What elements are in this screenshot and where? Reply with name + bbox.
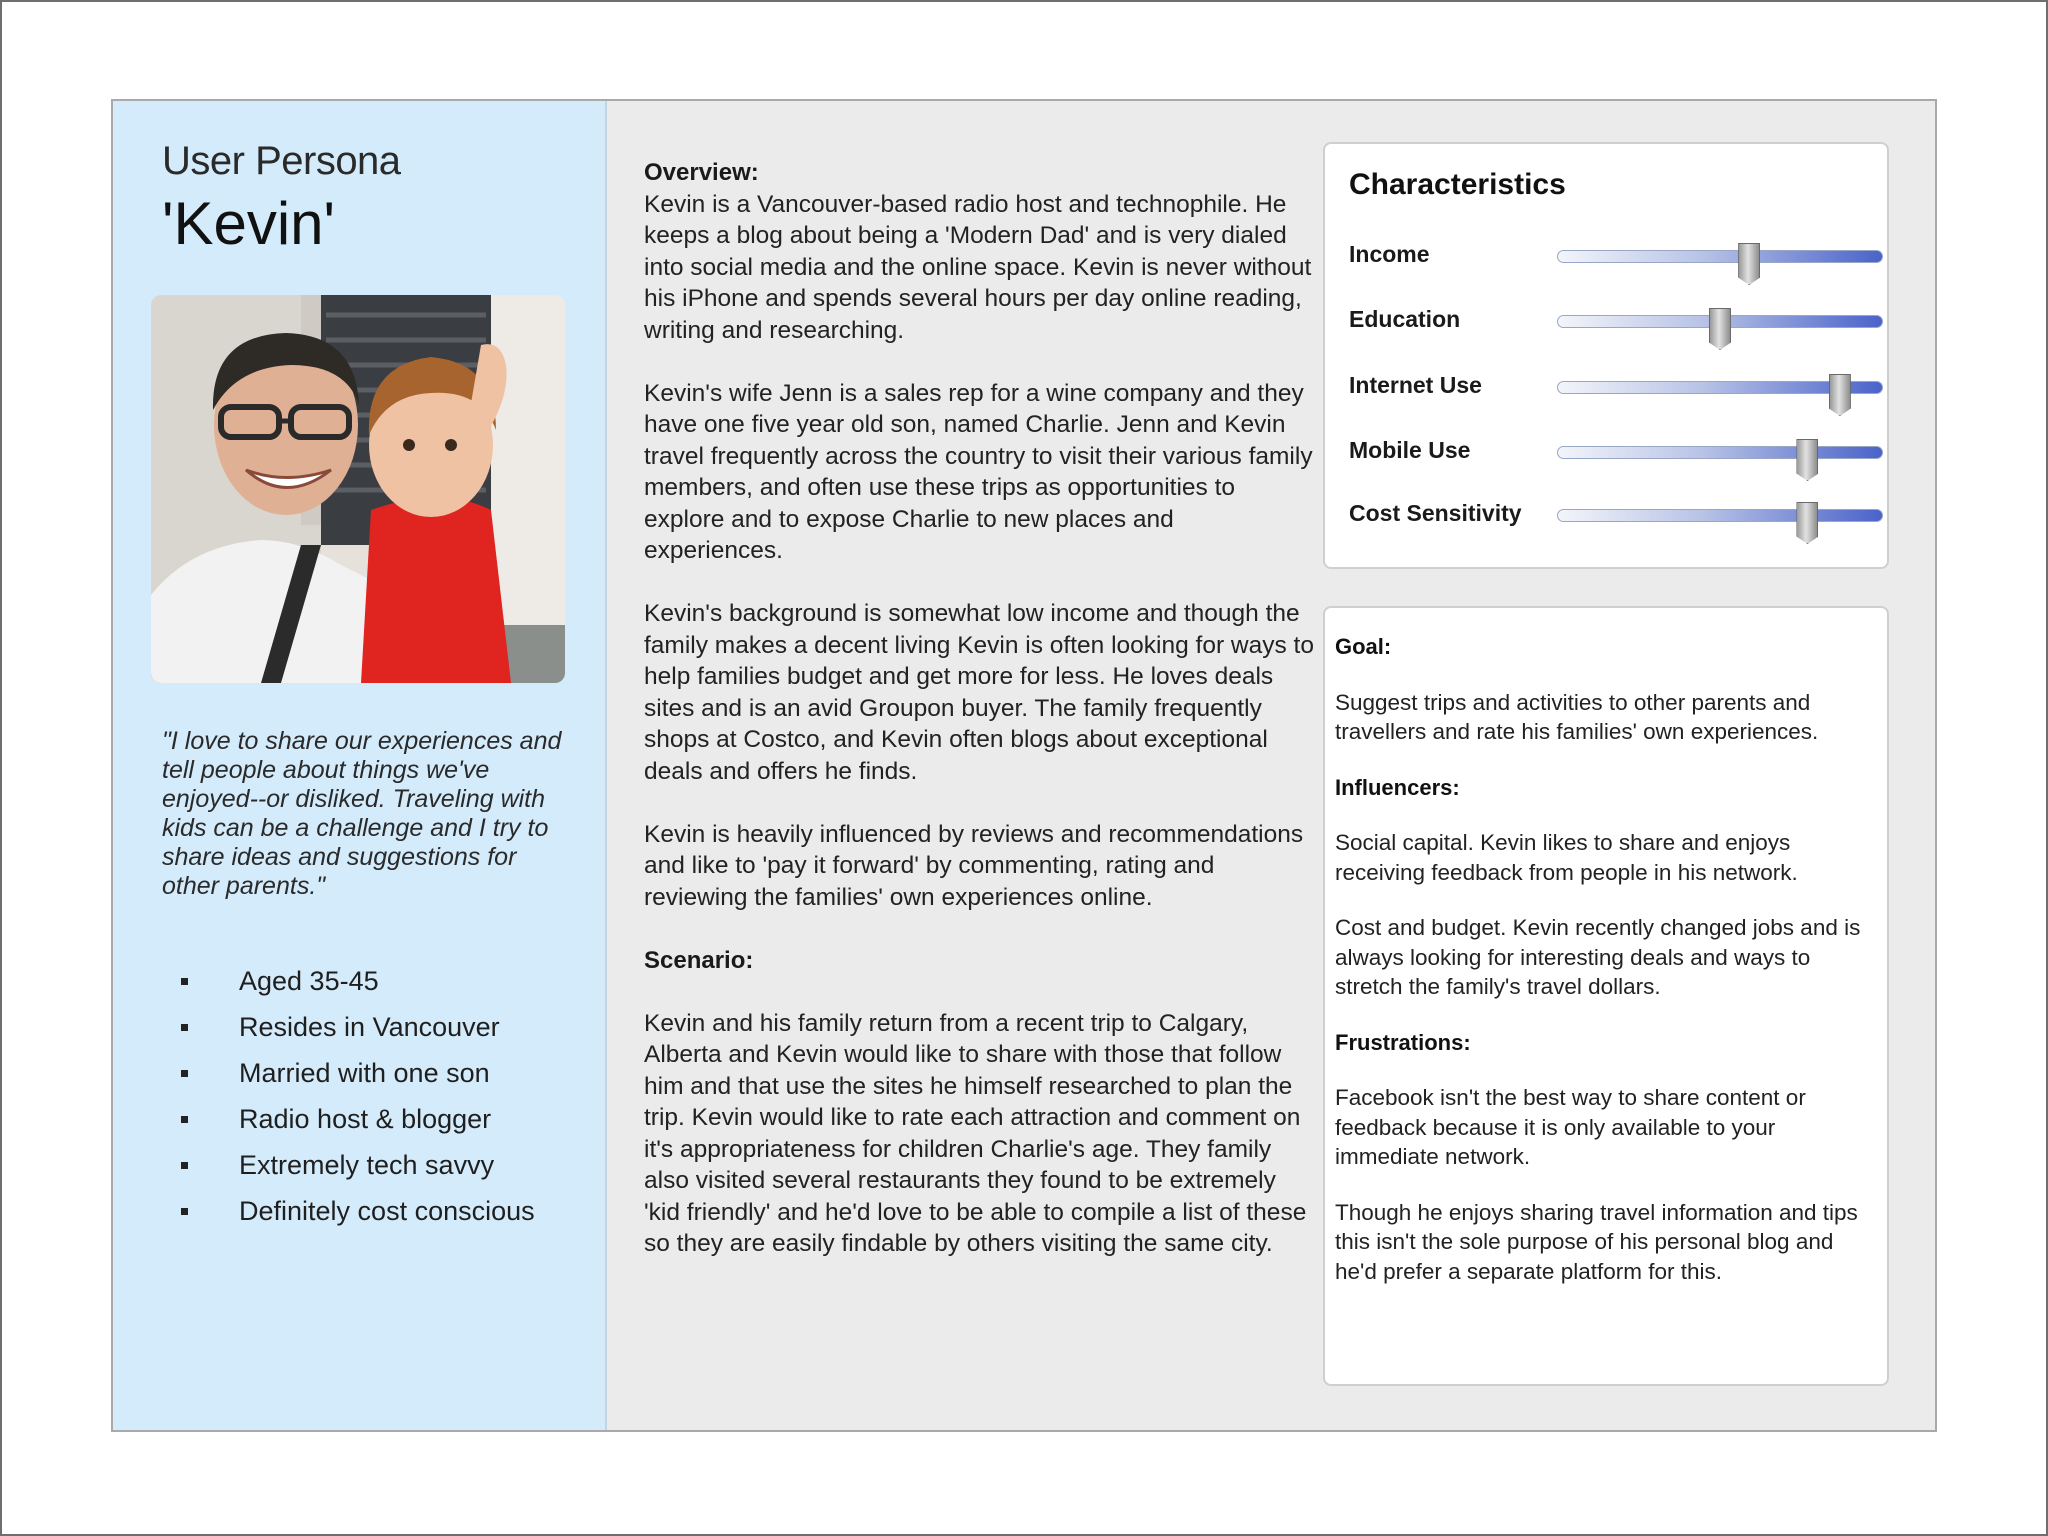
fact-item xyxy=(181,1195,535,1241)
slider-thumb[interactable] xyxy=(1829,374,1851,416)
slider-thumb[interactable] xyxy=(1738,243,1760,285)
slider-track[interactable] xyxy=(1557,381,1883,394)
persona-photo xyxy=(151,295,565,683)
overview-paragraph: Kevin is a Vancouver-based radio host and technophile. He keeps a blog about being a 'Modern Dad' and is very dialed into social media and the online space. Kevin is never without his iPhone and spends several hours per day online reading, writing and researching. xyxy=(644,190,1312,344)
persona-name: 'Kevin' xyxy=(162,190,335,257)
overview-paragraph: Kevin is heavily influenced by reviews and recommendations and like to 'pay it forward' by commenting, rating and reviewing the families' own experiences online. xyxy=(644,820,1304,911)
bullet-icon xyxy=(181,1208,188,1215)
overview-paragraph: Kevin's background is somewhat low income and though the family makes a decent living Kevin is often looking for ways to help families budget and get more for less. He loves deals sites and is an avid Groupon buyer. The family frequently shops at Costco, and Kevin often blogs about exceptional deals and offers he finds. xyxy=(644,600,1314,785)
fact-text: Definitely cost conscious xyxy=(239,1196,535,1226)
overview-paragraph: Kevin's wife Jenn is a sales rep for a wine company and they have one five year old son, named Charlie. Jenn and Kevin travel frequently across the country to visit their various family members, and often use these trips as opportunities to explore and to expose Charlie to new places and experiences. xyxy=(644,379,1313,564)
persona-sidebar xyxy=(113,101,607,1430)
slider-track[interactable] xyxy=(1557,315,1883,328)
frustration-text: Though he enjoys sharing travel information and tips this isn't the sole purpose of his personal blog and he'd prefer a separate platform for this. xyxy=(1335,1199,1858,1284)
slider-label: Internet Use xyxy=(1349,372,1482,398)
fact-item xyxy=(181,965,535,1011)
characteristics-panel xyxy=(1323,142,1889,569)
persona-label: User Persona xyxy=(162,139,401,183)
influencer-text: Social capital. Kevin likes to share and enjoys receiving feedback from people in his network. xyxy=(1335,830,1798,885)
slider-mobile-use[interactable] xyxy=(1349,432,1869,472)
bullet-icon xyxy=(181,1070,188,1077)
slider-education[interactable] xyxy=(1349,301,1869,341)
fact-text: Extremely tech savvy xyxy=(239,1150,495,1180)
goal-heading: Goal: xyxy=(1335,634,1392,659)
slider-label: Income xyxy=(1349,241,1430,267)
slider-label: Mobile Use xyxy=(1349,437,1471,463)
fact-item xyxy=(181,1103,535,1149)
fact-text: Married with one son xyxy=(239,1058,490,1088)
fact-item xyxy=(181,1011,535,1057)
slider-internet-use[interactable] xyxy=(1349,367,1869,407)
slider-income[interactable] xyxy=(1349,236,1869,276)
bullet-icon xyxy=(181,1162,188,1169)
slider-track[interactable] xyxy=(1557,446,1883,459)
frustration-text: Facebook isn't the best way to share content or feedback because it is only available to your immediate network. xyxy=(1335,1085,1806,1169)
fact-item xyxy=(181,1057,535,1103)
persona-quote: "I love to share our experiences and tell people about things we've enjoyed--or disliked. Traveling with kids can be a challenge and I try to share ideas and suggestions for other parents." xyxy=(162,727,562,900)
influencer-text: Cost and budget. Kevin recently changed jobs and is always looking for interesting deals and ways to stretch the family's travel dollars. xyxy=(1335,915,1861,999)
overview-heading: Overview: xyxy=(644,159,759,186)
slider-thumb[interactable] xyxy=(1796,502,1818,544)
slider-thumb[interactable] xyxy=(1709,308,1731,350)
fact-text: Resides in Vancouver xyxy=(239,1012,500,1042)
slider-thumb[interactable] xyxy=(1796,439,1818,481)
goals-panel xyxy=(1323,606,1889,1386)
bullet-icon xyxy=(181,978,188,985)
slider-track[interactable] xyxy=(1557,250,1883,263)
persona-card xyxy=(111,99,1937,1432)
bullet-icon xyxy=(181,1116,188,1123)
scenario-text: Kevin and his family return from a recent trip to Calgary, Alberta and Kevin would like to share with those that follow him and that use the sites he himself researched to plan the trip. Kevin would like to rate each attraction and comment on it's appropriateness for children Charlie's age. They family also visited several restaurants they found to be extremely 'kid friendly' and he'd love to be able to compile a list of these so they are easily findable by others visiting the same city. xyxy=(644,1009,1307,1257)
bullet-icon xyxy=(181,1024,188,1031)
scenario-heading: Scenario: xyxy=(644,946,754,974)
fact-text: Aged 35-45 xyxy=(239,966,379,996)
slider-track[interactable] xyxy=(1557,509,1883,522)
influencers-heading: Influencers: xyxy=(1335,774,1460,800)
characteristics-title: Characteristics xyxy=(1349,168,1566,201)
goal-text: Suggest trips and activities to other parents and travellers and rate his families' own experiences. xyxy=(1335,689,1819,744)
overview-section xyxy=(644,157,1316,1291)
frustrations-heading: Frustrations: xyxy=(1335,1029,1471,1055)
slider-label: Cost Sensitivity xyxy=(1349,500,1522,526)
fact-item xyxy=(181,1149,535,1195)
persona-facts-list xyxy=(181,965,535,1241)
fact-text: Radio host & blogger xyxy=(239,1104,492,1134)
slider-cost-sensitivity[interactable] xyxy=(1349,495,1869,535)
slider-label: Education xyxy=(1349,306,1461,332)
